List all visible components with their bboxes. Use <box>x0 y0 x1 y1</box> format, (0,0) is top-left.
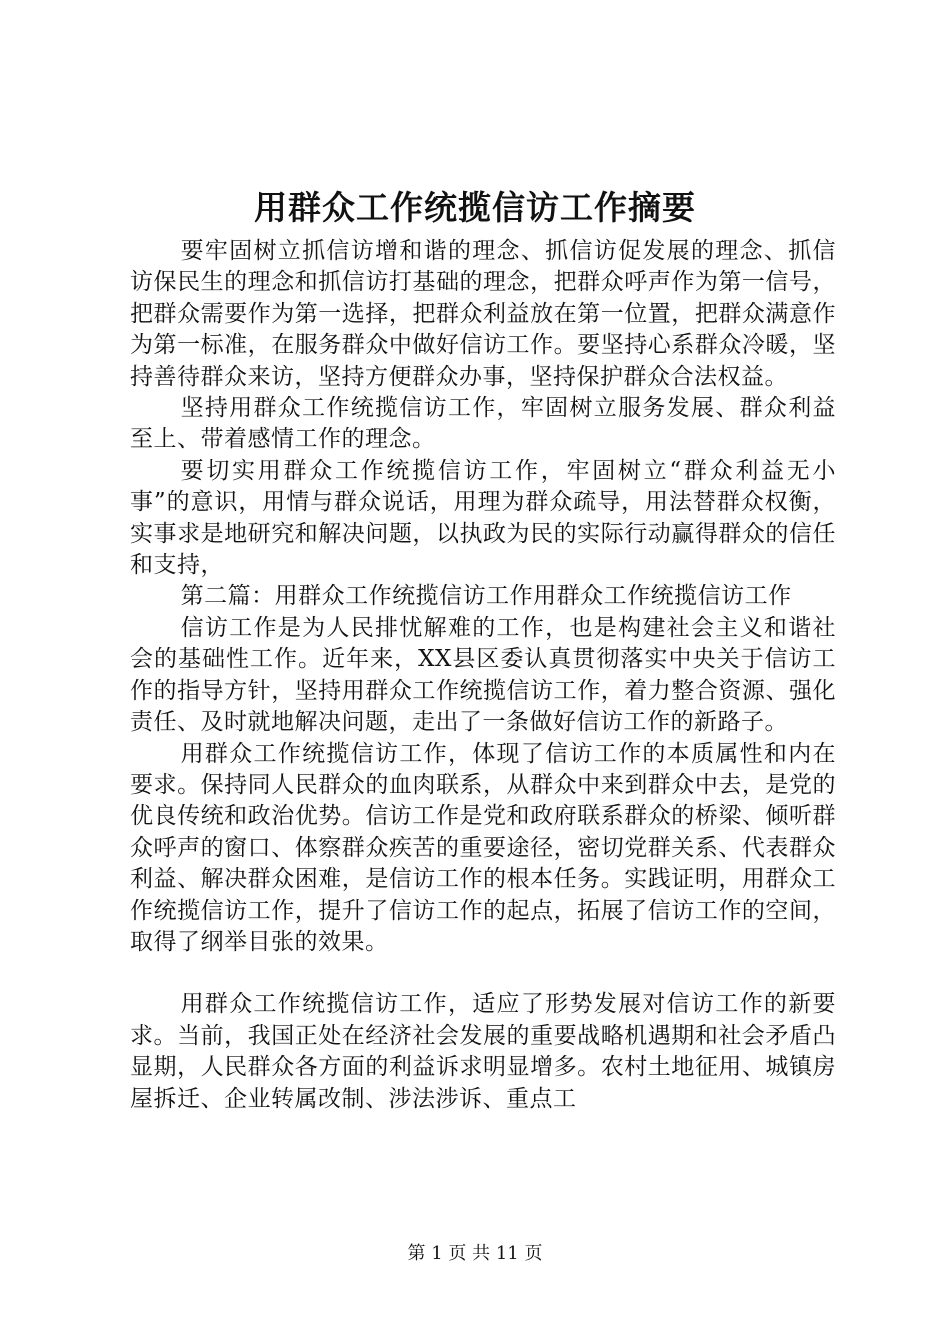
section-heading: 第二篇：用群众工作统揽信访工作用群众工作统揽信访工作 <box>180 583 792 610</box>
paragraph-6: 用群众工作统揽信访工作，适应了形势发展对信访工作的新要求。当前，我国正处在经济社会发展的重要战略机遇期和社会矛盾凸显期，人民群众各方面的利益诉求明显增多。农村土地征用、城镇房屋拆迁、企业转属改制、涉法涉诉、重点工 <box>130 991 836 1112</box>
document-body <box>130 236 836 1115</box>
paragraph-2: 坚持用群众工作统揽信访工作，牢固树立服务发展、群众利益至上、带着感情工作的理念。 <box>130 395 836 453</box>
paragraph-5: 用群众工作统揽信访工作，体现了信访工作的本质属性和内在要求。保持同人民群众的血肉联系，从群众中来到群众中去，是党的优良传统和政治优势。信访工作是党和政府联系群众的桥梁、倾听群众呼声的窗口、体察群众疾苦的重要途径，密切党群关系、代表群众利益、解决群众困难，是信访工作的根本任务。实践证明，用群众工作统揽信访工作，提升了信访工作的起点，拓展了信访工作的空间，取得了纲举目张的效果。 <box>130 740 836 955</box>
paragraph-3: 要切实用群众工作统揽信访工作，牢固树立“群众利益无小事”的意识，用情与群众说话，用理为群众疏导，用法替群众权衡，实事求是地研究和解决问题，以执政为民的实际行动赢得群众的信任和支持， <box>130 457 836 579</box>
paragraph-1: 要牢固树立抓信访增和谐的理念、抓信访促发展的理念、抓信访保民生的理念和抓信访打基础的理念，把群众呼声作为第一信号，把群众需要作为第一选择，把群众利益放在第一位置，把群众满意作为第一标准，在服务群众中做好信访工作。要坚持心系群众冷暖，坚持善待群众来访，坚持方便群众办事，坚持保护群众合法权益。 <box>130 238 836 390</box>
page-footer: 第 1 页 共 11 页 <box>407 1243 543 1264</box>
paragraph-4: 信访工作是为人民排忧解难的工作，也是构建社会主义和谐社会的基础性工作。近年来，XX县区委认真贯彻落实中央关于信访工作的指导方针，坚持用群众工作统揽信访工作，着力整合资源、强化责任、及时就地解决问题，走出了一条做好信访工作的新路子。 <box>130 614 836 736</box>
document-title: 用群众工作统揽信访工作摘要 <box>254 188 696 227</box>
